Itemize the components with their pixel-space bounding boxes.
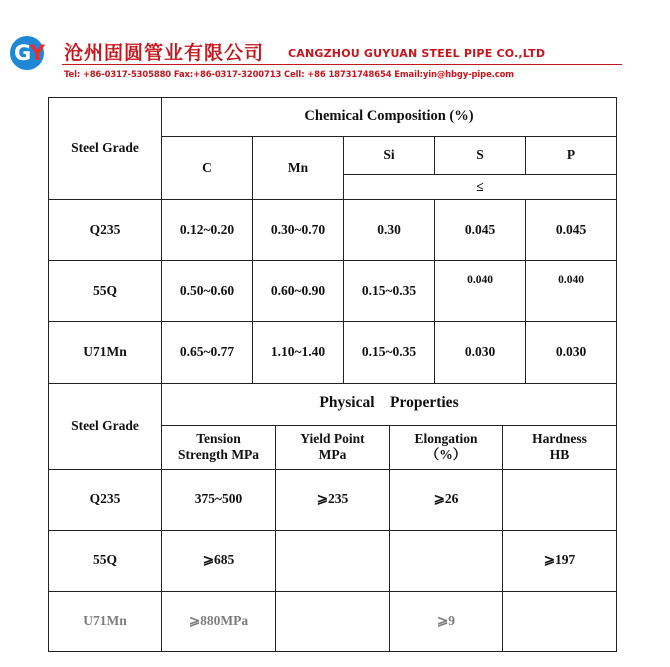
column-header-mn: Mn bbox=[253, 137, 344, 200]
table-row bbox=[49, 469, 617, 530]
value-cell: 1.10~1.40 bbox=[253, 322, 344, 384]
grade-cell: Q235 bbox=[49, 200, 162, 261]
column-header-hardness: Hardness HB bbox=[503, 425, 617, 469]
chemical-composition-table bbox=[48, 97, 617, 384]
value-cell bbox=[276, 591, 390, 651]
grade-cell: Q235 bbox=[49, 469, 162, 530]
column-header-p: P bbox=[526, 137, 617, 175]
value-cell: 0.040 bbox=[526, 261, 617, 322]
value-cell: 0.040 bbox=[435, 261, 526, 322]
value-cell bbox=[503, 469, 617, 530]
value-cell: 0.12~0.20 bbox=[162, 200, 253, 261]
company-name-chinese: 沧州固圆管业有限公司 bbox=[64, 42, 265, 64]
value-cell: 0.50~0.60 bbox=[162, 261, 253, 322]
value-cell: ⩾235 bbox=[276, 469, 390, 530]
value-cell: 0.15~0.35 bbox=[344, 322, 435, 384]
steel-grade-header: Steel Grade bbox=[49, 98, 162, 200]
value-cell: 0.60~0.90 bbox=[253, 261, 344, 322]
value-cell: 0.30 bbox=[344, 200, 435, 261]
value-cell: 0.030 bbox=[435, 322, 526, 384]
steel-grade-header: Steel Grade bbox=[49, 383, 162, 469]
column-header-s: S bbox=[435, 137, 526, 175]
column-header-yield-point: Yield Point MPa bbox=[276, 425, 390, 469]
value-cell: 0.65~0.77 bbox=[162, 322, 253, 384]
value-cell: 0.045 bbox=[435, 200, 526, 261]
value-cell: 0.15~0.35 bbox=[344, 261, 435, 322]
grade-cell: 55Q bbox=[49, 261, 162, 322]
chemical-composition-title: Chemical Composition (%) bbox=[162, 98, 617, 137]
value-cell: ⩾9 bbox=[390, 591, 503, 651]
grade-cell: U71Mn bbox=[49, 322, 162, 384]
table-row bbox=[49, 261, 617, 322]
value-cell bbox=[276, 530, 390, 591]
company-logo bbox=[10, 36, 60, 70]
value-cell: 375~500 bbox=[162, 469, 276, 530]
less-or-equal-note: ≤ bbox=[344, 175, 617, 200]
value-cell: ⩾880MPa bbox=[162, 591, 276, 651]
value-cell: ⩾197 bbox=[503, 530, 617, 591]
column-header-si: Si bbox=[344, 137, 435, 175]
table-row bbox=[49, 200, 617, 261]
table-row bbox=[49, 322, 617, 384]
physical-properties-title: Physical Properties bbox=[162, 383, 617, 425]
value-cell bbox=[390, 530, 503, 591]
logo-letters: GY bbox=[14, 41, 44, 65]
value-cell: ⩾26 bbox=[390, 469, 503, 530]
value-cell bbox=[503, 591, 617, 651]
column-header-c: C bbox=[162, 137, 253, 200]
table-row bbox=[49, 530, 617, 591]
grade-cell: U71Mn bbox=[49, 591, 162, 651]
column-header-elongation: Elongation （%） bbox=[390, 425, 503, 469]
value-cell: 0.30~0.70 bbox=[253, 200, 344, 261]
value-cell: 0.030 bbox=[526, 322, 617, 384]
value-cell: ⩾685 bbox=[162, 530, 276, 591]
physical-properties-table bbox=[48, 383, 617, 652]
value-cell: 0.045 bbox=[526, 200, 617, 261]
contact-line: Tel: +86-0317-5305880 Fax:+86-0317-3200713 Cell: +86 18731748654 Email:yin@hbgy-pipe.com bbox=[64, 69, 514, 79]
table-row bbox=[49, 591, 617, 651]
grade-cell: 55Q bbox=[49, 530, 162, 591]
column-header-tension-strength: Tension Strength MPa bbox=[162, 425, 276, 469]
company-name-english: CANGZHOU GUYUAN STEEL PIPE CO.,LTD bbox=[288, 47, 546, 60]
header-divider bbox=[62, 64, 622, 65]
